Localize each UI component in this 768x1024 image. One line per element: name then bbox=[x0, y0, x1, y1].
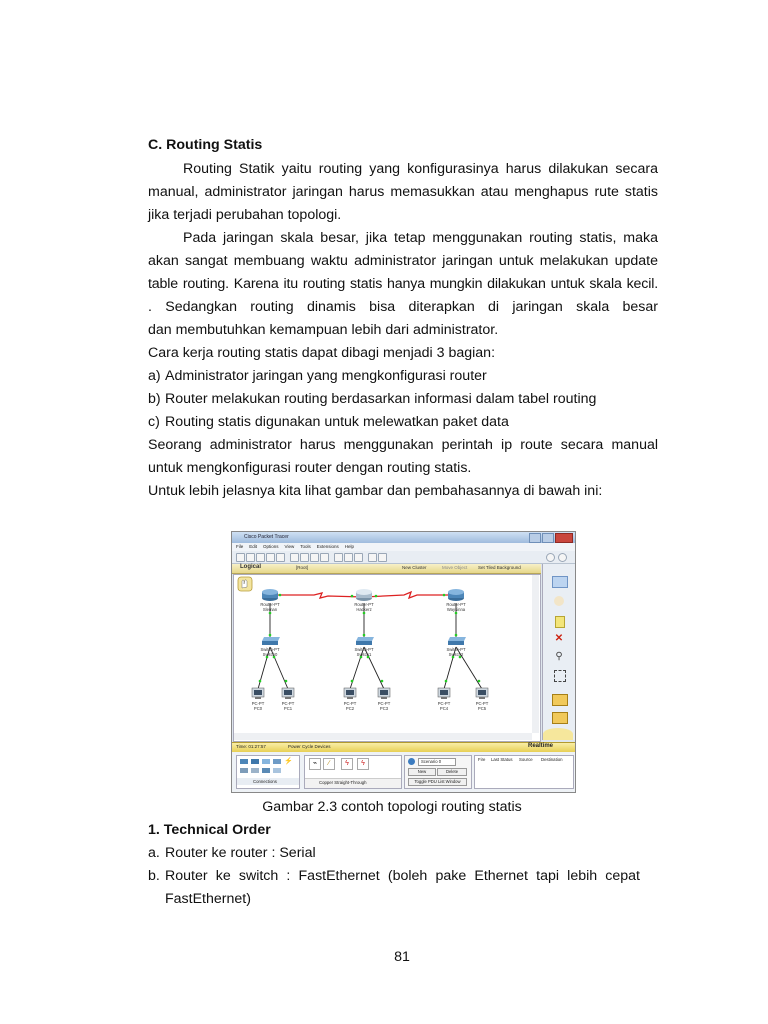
router1-name: Hackerz bbox=[356, 607, 372, 612]
router0-type: Router-PT bbox=[260, 602, 280, 607]
order-marker-b: b. bbox=[148, 868, 160, 884]
para3-line1: Seorang administrator harus menggunakan perintah ip route secara manual bbox=[148, 437, 658, 453]
window-title: Cisco Packet Tracer bbox=[244, 534, 289, 540]
router2-name: Waysinna bbox=[446, 607, 466, 612]
pc0-type: PC-PT bbox=[251, 701, 265, 706]
status-bar bbox=[232, 742, 575, 752]
pc1-icon bbox=[282, 688, 294, 699]
inspect-icon: ⚲ bbox=[555, 651, 563, 662]
routers-category-icon bbox=[240, 759, 248, 764]
redo-icon bbox=[320, 553, 329, 562]
close-icon bbox=[555, 533, 573, 543]
pc1-name: PC1 bbox=[283, 706, 293, 711]
order-marker-a: a. bbox=[148, 845, 160, 861]
router2-type: Router-PT bbox=[446, 602, 466, 607]
paste-icon bbox=[300, 553, 309, 562]
router-sleman-icon bbox=[262, 589, 278, 601]
serial-link-r1-r2 bbox=[364, 592, 456, 598]
wireless-category-icon bbox=[273, 759, 281, 764]
switch0-type: Switch-PT bbox=[260, 647, 280, 652]
section-heading: C. Routing Statis bbox=[148, 137, 263, 153]
menu-tools: Tools bbox=[300, 544, 311, 549]
pc4-icon bbox=[438, 688, 450, 699]
pc3-type: PC-PT bbox=[377, 701, 391, 706]
end-devices-category-icon bbox=[240, 768, 248, 773]
pc4-type: PC-PT bbox=[437, 701, 451, 706]
minimize-icon bbox=[529, 533, 541, 543]
hand-pointer-icon bbox=[238, 577, 252, 591]
wizard-icon bbox=[276, 553, 285, 562]
switch1-type: Switch-PT bbox=[354, 647, 374, 652]
toggle-pdu-list-button: Toggle PDU List Window bbox=[408, 778, 467, 786]
custom-devices-category-icon bbox=[262, 768, 270, 773]
auto-connect-icon: ⌁ bbox=[309, 758, 321, 770]
move-layout-icon bbox=[554, 596, 564, 606]
list-marker-a: a) bbox=[148, 368, 161, 384]
router1-type: Router-PT bbox=[354, 602, 374, 607]
device-panel bbox=[232, 752, 575, 792]
menu-file: File bbox=[236, 544, 244, 549]
custom-device-icon bbox=[378, 553, 387, 562]
serial-dte-icon: ϟ bbox=[357, 758, 369, 770]
cable-type-label: Copper Straight-Through bbox=[319, 780, 367, 785]
serial-link-r0-r1 bbox=[270, 593, 364, 598]
delete-scenario-button: Delete bbox=[437, 768, 467, 776]
pc3-name: PC3 bbox=[379, 706, 389, 711]
logical-workspace-bar bbox=[232, 564, 541, 574]
pc5-name: PC5 bbox=[477, 706, 487, 711]
switch0-icon bbox=[262, 637, 280, 645]
list-intro: Cara kerja routing statis dapat dibagi menjadi 3 bagian: bbox=[148, 345, 496, 361]
switch2-name: Switch2 bbox=[448, 652, 464, 657]
connections-category-icon: ⚡ bbox=[284, 758, 293, 765]
maximize-icon bbox=[542, 533, 554, 543]
col-last-status: Last Status bbox=[491, 757, 513, 762]
col-fire: Fire bbox=[478, 757, 486, 762]
toolbar bbox=[232, 551, 575, 564]
serial-dce-icon: ϟ bbox=[341, 758, 353, 770]
figure-caption: Gambar 2.3 contoh topologi routing statis bbox=[262, 799, 522, 815]
para2-line4: . Sedangkan routing dinamis bisa diterapkan di jaringan skala besar bbox=[148, 299, 658, 315]
router-waysinna-icon bbox=[448, 589, 464, 601]
pc0-name: PC0 bbox=[253, 706, 263, 711]
para2-line1: Pada jaringan skala besar, jika tetap menggunakan routing statis, maka bbox=[183, 230, 658, 246]
palette-icon bbox=[368, 553, 377, 562]
pc1-type: PC-PT bbox=[281, 701, 295, 706]
network-topology-diagram bbox=[234, 575, 540, 741]
network-workspace bbox=[233, 574, 541, 742]
help-icon bbox=[558, 553, 567, 562]
add-complex-pdu-icon bbox=[552, 712, 568, 724]
pc5-type: PC-PT bbox=[475, 701, 489, 706]
console-cable-icon: ∕ bbox=[323, 758, 335, 770]
pc2-name: PC2 bbox=[345, 706, 355, 711]
list-marker-b: b) bbox=[148, 391, 161, 407]
zoom-out-icon bbox=[354, 553, 363, 562]
save-icon bbox=[256, 553, 265, 562]
switch2-icon bbox=[448, 637, 466, 645]
pc2-type: PC-PT bbox=[343, 701, 357, 706]
window-titlebar bbox=[232, 532, 575, 543]
para2-line5: dan membutuhkan kemampuan lebih dari administrator. bbox=[148, 322, 499, 338]
cable-types bbox=[304, 755, 402, 789]
zoom-reset-icon bbox=[344, 553, 353, 562]
order-item-b-cont: FastEthernet) bbox=[165, 891, 251, 907]
switch0-name: Switch0 bbox=[262, 652, 278, 657]
para3-line2: untuk mengkonfigurasi router dengan routing statis. bbox=[148, 460, 472, 476]
switch1-icon bbox=[356, 637, 374, 645]
vertical-scrollbar bbox=[532, 575, 539, 733]
new-file-icon bbox=[236, 553, 245, 562]
menu-edit: Edit bbox=[249, 544, 258, 549]
new-scenario-button: New bbox=[408, 768, 436, 776]
open-icon bbox=[246, 553, 255, 562]
menu-extensions: Extensions bbox=[316, 544, 339, 549]
root-label: [Root] bbox=[296, 565, 309, 570]
realtime-label: Realtime bbox=[528, 743, 554, 749]
list-marker-c: c) bbox=[148, 414, 160, 430]
switches-category-icon bbox=[251, 759, 259, 764]
menu-view: View bbox=[284, 544, 295, 549]
para4: Untuk lebih jelasnya kita lihat gambar dan pembahasannya di bawah ini: bbox=[148, 483, 603, 499]
order-item-b: Router ke switch : FastEthernet (boleh pake Ethernet tapi lebih cepat bbox=[165, 868, 640, 884]
move-object-label: Move Object bbox=[442, 565, 468, 570]
order-item-a: Router ke router : Serial bbox=[165, 845, 316, 861]
delete-icon: ✕ bbox=[554, 633, 564, 644]
pc0-icon bbox=[252, 688, 264, 699]
menu-options: Options bbox=[263, 544, 279, 549]
select-tool-icon bbox=[552, 576, 568, 588]
info-icon bbox=[546, 553, 555, 562]
para2-line3: table routing. Karena itu routing statis hanya mungkin dilakukan untuk skala kecil. bbox=[148, 276, 658, 292]
section-technical-order: 1. Technical Order bbox=[148, 822, 271, 838]
copy-icon bbox=[290, 553, 299, 562]
print-icon bbox=[266, 553, 275, 562]
pc4-name: PC4 bbox=[439, 706, 449, 711]
time-label: Time: 01:27:57 bbox=[236, 744, 266, 749]
list-item-c: Routing statis digunakan untuk melewatkan paket data bbox=[165, 414, 509, 430]
scenario-select: Scenario 0 bbox=[418, 758, 456, 766]
menu-help: Help bbox=[344, 544, 355, 549]
new-cluster-label: New Cluster bbox=[402, 565, 427, 570]
para1-line3: jika terjadi perubahan topologi. bbox=[148, 207, 342, 223]
list-item-a: Administrator jaringan yang mengkonfigurasi router bbox=[165, 368, 487, 384]
scenario-panel bbox=[404, 755, 472, 789]
router0-name: Sleman bbox=[262, 607, 278, 612]
page-number: 81 bbox=[394, 949, 410, 965]
add-simple-pdu-icon bbox=[552, 694, 568, 706]
scenario-info-icon bbox=[408, 758, 415, 765]
horizontal-scrollbar bbox=[234, 733, 532, 740]
switch1-name: Switch1 bbox=[356, 652, 372, 657]
resize-shape-icon bbox=[554, 670, 566, 682]
pdu-event-list bbox=[474, 755, 574, 789]
router-hackerz-icon bbox=[356, 589, 372, 601]
switch2-type: Switch-PT bbox=[446, 647, 466, 652]
multiuser-category-icon bbox=[273, 768, 281, 773]
packet-tracer-screenshot bbox=[231, 531, 576, 793]
power-cycle-label: Power Cycle Devices bbox=[288, 744, 331, 749]
pc5-icon bbox=[476, 688, 488, 699]
common-tools-panel bbox=[542, 564, 575, 740]
col-destination: Destination bbox=[541, 757, 563, 762]
connections-label: Connections bbox=[253, 779, 277, 784]
pc2-icon bbox=[344, 688, 356, 699]
list-item-b: Router melakukan routing berdasarkan informasi dalam tabel routing bbox=[165, 391, 597, 407]
col-source: Source bbox=[519, 757, 533, 762]
para1-line1: Routing Statik yaitu routing yang konfigurasinya harus dilakukan secara bbox=[183, 161, 658, 177]
realtime-mode-icon bbox=[543, 728, 573, 740]
menu-bar bbox=[232, 543, 575, 551]
wan-emulation-category-icon bbox=[251, 768, 259, 773]
logical-label: Logical bbox=[240, 564, 262, 570]
pc3-icon bbox=[378, 688, 390, 699]
zoom-in-icon bbox=[334, 553, 343, 562]
undo-icon bbox=[310, 553, 319, 562]
note-icon bbox=[555, 616, 565, 628]
para2-line2: akan sangat membuang waktu administrator jaringan untuk melakukan update bbox=[148, 253, 658, 269]
hubs-category-icon bbox=[262, 759, 270, 764]
para1-line2: manual, administrator jaringan harus memasukkan atau menghapus rute statis bbox=[148, 184, 658, 200]
device-categories bbox=[236, 755, 300, 789]
set-tiled-background-label: Set Tiled Background bbox=[478, 565, 521, 570]
